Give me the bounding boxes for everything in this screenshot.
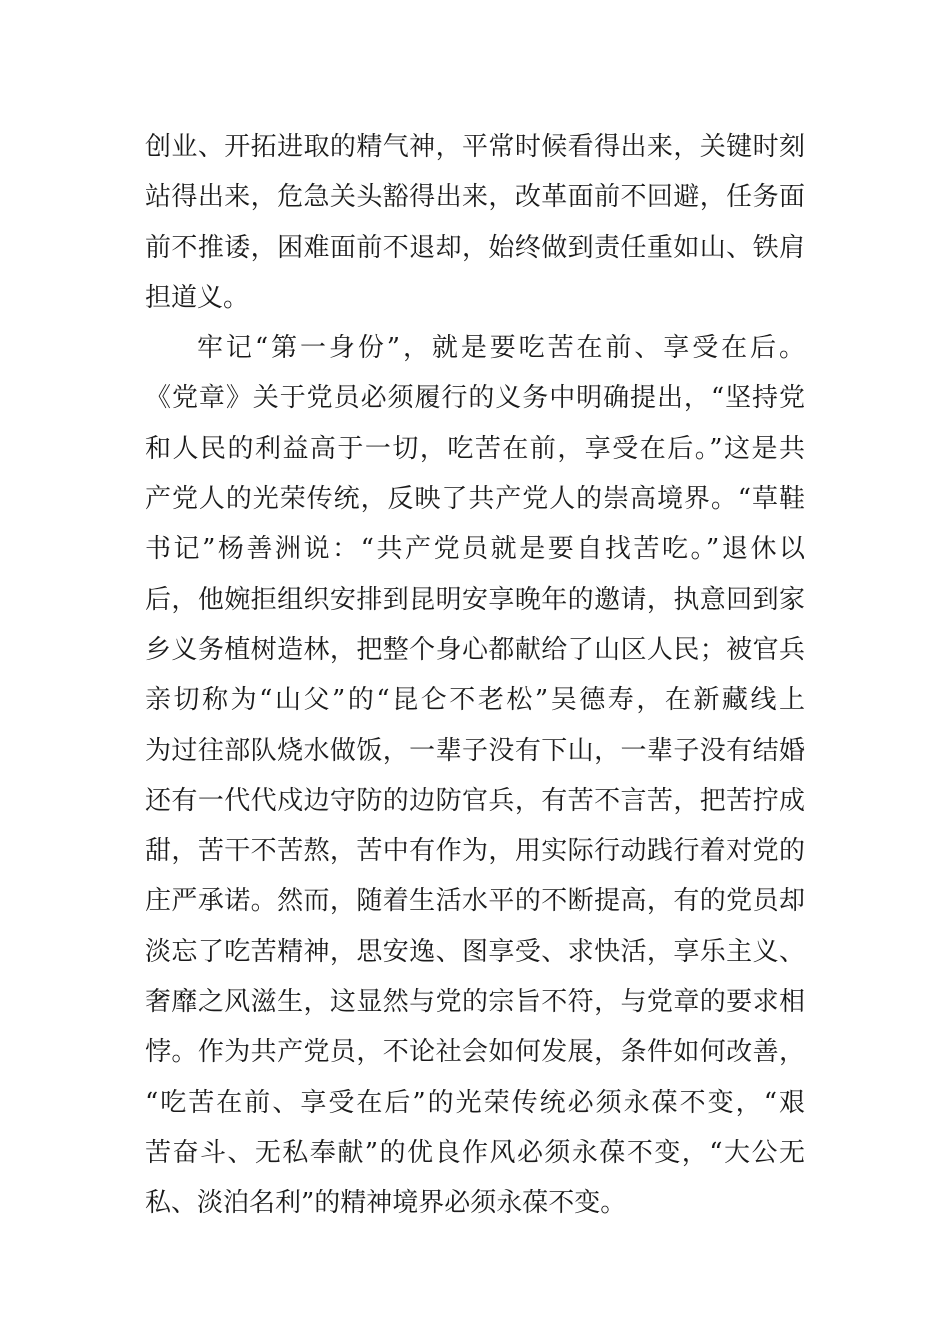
text-line: 私、淡泊名利”的精神境界必须永葆不变。 (145, 1188, 627, 1219)
text-line: 甜，苦干不苦熬，苦中有作为，用实际行动践行着对党的 (145, 836, 805, 867)
text-line: 苦奋斗、无私奉献”的优良作风必须永葆不变，“大公无 (145, 1137, 805, 1168)
text-line: 还有一代代戍边守防的边防官兵，有苦不言苦，把苦拧成 (145, 785, 805, 816)
text-line: 和人民的利益高于一切，吃苦在前，享受在后。”这是共 (145, 433, 805, 464)
text-line: 后，他婉拒组织安排到昆明安享晚年的邀请，执意回到家 (145, 584, 805, 615)
text-line: “吃苦在前、享受在后”的光荣传统必须永葆不变，“艰 (145, 1087, 805, 1118)
text-line: 悖。作为共产党员，不论社会如何发展，条件如何改善， (145, 1037, 805, 1068)
text-line: 站得出来，危急关头豁得出来，改革面前不回避，任务面 (145, 182, 805, 213)
text-line: 淡忘了吃苦精神，思安逸、图享受、求快活，享乐主义、 (145, 936, 805, 967)
text-line: 前不推诿，困难面前不退却，始终做到责任重如山、铁肩 (145, 232, 805, 263)
text-line: 奢靡之风滋生，这显然与党的宗旨不符，与党章的要求相 (145, 987, 805, 1018)
body-text (145, 122, 805, 1229)
paragraph-start-line: 牢记“第一身份”，就是要吃苦在前、享受在后。 (197, 333, 805, 364)
text-line: 《党章》关于党员必须履行的义务中明确提出，“坚持党 (145, 383, 805, 414)
text-line: 乡义务植树造林，把整个身心都献给了山区人民；被官兵 (145, 634, 805, 665)
text-line: 产党人的光荣传统，反映了共产党人的崇高境界。“草鞋 (145, 484, 805, 515)
text-line: 担道义。 (145, 282, 250, 313)
text-line: 亲切称为“山父”的“昆仑不老松”吴德寿，在新藏线上 (145, 685, 805, 716)
text-line: 书记”杨善洲说：“共产党员就是要自找苦吃。”退休以 (145, 534, 805, 565)
text-line: 为过往部队烧水做饭，一辈子没有下山，一辈子没有结婚 (145, 735, 805, 766)
text-line: 创业、开拓进取的精气神，平常时候看得出来，关键时刻 (145, 132, 805, 162)
text-line: 庄严承诺。然而，随着生活水平的不断提高，有的党员却 (145, 886, 805, 917)
